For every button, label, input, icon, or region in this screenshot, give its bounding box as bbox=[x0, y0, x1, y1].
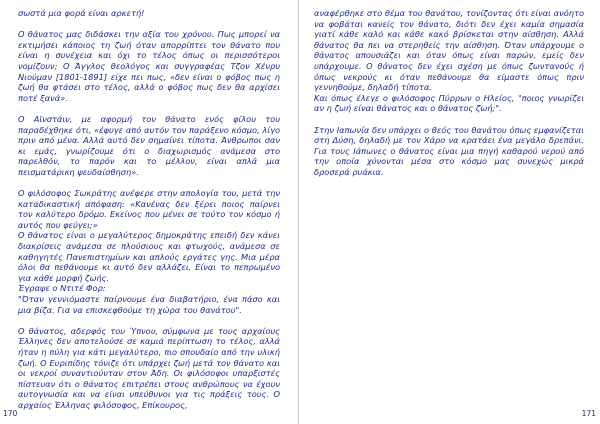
paragraph-value-of-time: Ο θάνατος μας διδάσκει την αξία του χρόνου. Πως μπορεί να εκτιμήσει κάποιος τη ζωή όταν απορρίπτει τον θάνατο που είναι η συνέχεια και όχι το τέλος όπως οι περισσότεροι νομίζουν; Ο Άγγλος θεολόγος και συγγραφέας Τζον Χένρυ Νιούμαν [1801-1891] είχε πει πως, «δεν είναι ο φόβος πως η ζωή θα φτάσει στο τέλος, αλλά ο φόβος πως δεν θα αρχίσει ποτέ ξανά». bbox=[18, 29, 280, 103]
paragraph-einstein: Ο Αϊνστάιν, με αφορμή τον θάνατο ενός φίλου του παραδέχθηκε ότι, «έφυγε από αυτόν τον παράξενο κόσμο, λίγο πριν από μένα. Αλλά αυτό δεν σημαίνει τίποτα. Άνθρωποι σαν κι εμάς, γνωρίζουμε ότι ο διαχωρισμός ανάμεσα στο παρελθόν, το παρόν και το μέλλον, είναι απλά μια πεισματάρικη ψευδαίσθηση». bbox=[18, 113, 280, 177]
paragraph-opening: σωστά μια φορά είναι αρκετή! bbox=[18, 8, 145, 18]
page-number-right: 171 bbox=[581, 409, 596, 418]
paragraph-epicurus: αναφέρθηκε στο θέμα του θανάτου, τονίζοντας ότι είναι ανόητο να φοβάται κανείς τον θάνατο, διότι δεν έχει καμία σημασία γιατί κάθε καλό και κάθε κακό βρίσκεται στην αίσθηση. Αλλά θάνατος θα πει να στερηθείς την αίσθηση. Όταν υπάρχουμε ο θάνατος απουσιάζει και όταν όπως είναι παρών, εμείς δεν υπάρχουμε. Ο θάνατος δεν έχει σχέση με όπως ζωντανούς ή όπως νεκρούς κι όταν πεθάνουμε θα είμαστε όπως πριν γεννηθούμε, δηλαδή τίποτα. bbox=[314, 8, 584, 93]
right-page bbox=[300, 0, 600, 424]
paragraph-ancient-greeks: Ο θάνατος, αδερφός του Ύπνου, σύμφωνα με τους αρχαίους Έλληνες δεν αποτελούσε σε καμιά περίπτωση το τέλος, αλλά ήταν η πύλη για κάτι μεγαλύτερο, πιο σπουδαίο από την υλική ζωή. Ο Ευριπίδης τόνιζε ότι υπάρχει ζωή μετά τον θάνατο και οι νεκροί συναντιούνταν στον Άδη. Οι φιλόσοφοι υπαρξιστές πίστευαν ότι ο θάνατος επιτρέπει στους ανθρώπους να έχουν αυτογνωσία και να είναι υπεύθυνοι για τις πράξεις τους. Ο αρχαίος Έλληνας φιλόσοφος, Επίκουρος, bbox=[18, 325, 280, 410]
paragraph-democrat: Ο θάνατος είναι ο μεγαλύτερος δημοκράτης επειδή δεν κάνει διακρίσεις ανάμεσα σε πλούσιους και φτωχούς, ανάμεσα σε καθηγητές Πανεπιστημίων και απλούς εργάτες γης. Μια μέρα όλοι θα πεθάνουμε κι αυτό δεν αλλάζει. Είναι το πεπρωμένο για κάθε μορφή ζωής. bbox=[18, 230, 280, 283]
quote-intro: Έγραψε ο Ντιτέ Φορ: bbox=[18, 283, 106, 294]
left-page-text bbox=[18, 8, 280, 421]
left-page bbox=[0, 0, 299, 424]
paragraph-pyrrho: Και όπως έλεγε ο φιλόσοφος Πύρρων ο Ηλείος, "ποιος γνωρίζει αν η ζωή είναι θάνατος και ο θάνατος ζωή;". bbox=[314, 92, 584, 114]
paragraph-japan: Στην Ιαπωνία δεν υπάρχει ο θεός του θανάτου όπως εμφανίζεται στη Δύση, δηλαδή με τον Χάρο να κρατάει ένα μεγάλο δρεπάνι. Για τους Ιάπωνες ο θάνατος είναι μια πηγή καθαρού νερού από την οποία χύνονται μέσα στο κόσμο μας συνεχώς μικρά δροσερά ρυάκια. bbox=[314, 124, 584, 177]
paragraph-socrates: Ο φιλόσοφος Σωκράτης ανέφερε στην απολογία του, μετά την καταδικαστική απόφαση: «Κανένας δεν ξέρει ποιος παίρνει τον καλύτερο δρόμο. Εκείνος που μένει σε τούτο τον κόσμο ή αυτός που φεύγει;» bbox=[18, 188, 280, 230]
page-number-left: 170 bbox=[3, 409, 18, 418]
quote-passport: "Όταν γεννιόμαστε παίρνουμε ένα διαβατήριο, ένα πάσο και μια βίζα. Για να επισκεφθούμε τη χώρα του θανάτου". bbox=[18, 294, 280, 315]
right-page-text bbox=[314, 8, 584, 188]
